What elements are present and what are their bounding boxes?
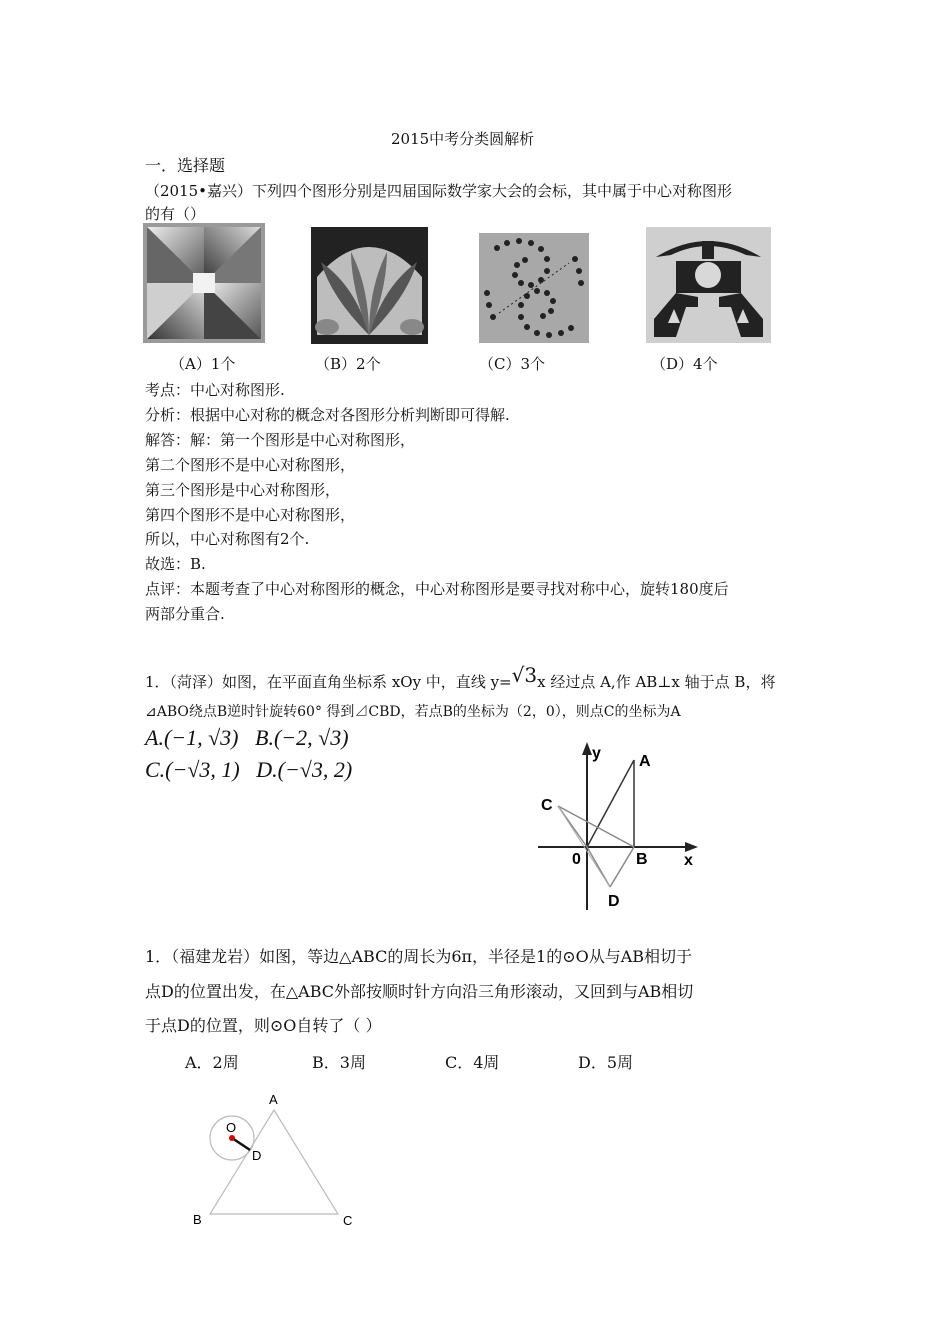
figure-a-pinwheel [143, 223, 265, 343]
q1-analysis-line: 考点：中心对称图形. [145, 381, 285, 399]
q1-analysis-line: 两部分重合. [145, 605, 225, 623]
q1-analysis-line: 故选：B. [145, 555, 206, 573]
q2-label-x: x [684, 852, 693, 869]
q3-choice-c: C．4周 [445, 1053, 500, 1072]
q2-line2: ⊿ABO绕点B逆时针旋转60° 得到⊿CBD，若点B的坐标为（2，0），则点C的坐标为A [145, 704, 681, 720]
figure-c-dot-spirals [479, 233, 589, 343]
q2-coordinate-figure [530, 738, 705, 913]
q1-analysis-line: 第二个图形不是中心对称图形， [145, 456, 356, 474]
q2-line1-a: 1．（菏泽）如图，在平面直角坐标系 xOy 中，直线 y= [145, 673, 512, 691]
q2-label-y: y [592, 745, 601, 762]
q3-label-d: D [252, 1148, 262, 1163]
q2-line1 [145, 663, 776, 692]
q1-analysis-line: 分析：根据中心对称的概念对各图形分析判断即可得解. [145, 406, 510, 424]
q3-choice-a: A．2周 [185, 1053, 239, 1072]
q1-option-b: （B）2个 [315, 355, 381, 373]
q1-option-d: （D）4个 [651, 355, 718, 373]
q2-label-c: C [541, 797, 553, 814]
q3-label-a: A [269, 1092, 278, 1107]
q2-label-d: D [608, 893, 620, 910]
figure-b-fan [311, 227, 428, 344]
q1-option-a: （A）1个 [170, 355, 236, 373]
q2-choices-row2: C.(−√3, 1) D.(−√3, 2) [145, 757, 353, 782]
page-title: 2015中考分类圆解析 [391, 130, 535, 148]
q2-sqrt3: √3 [511, 663, 538, 687]
q2-label-b: B [636, 851, 648, 868]
q1-option-c: （C）3个 [479, 355, 546, 373]
q1-analysis-line: 第三个图形是中心对称图形， [145, 481, 341, 499]
q1-analysis-line: 点评：本题考查了中心对称图形的概念，中心对称图形是要寻找对称中心，旋转180度后 [145, 580, 729, 598]
q3-line2: 点D的位置出发，在△ABC外部按顺时针方向沿三角形滚动，又回到与AB相切 [145, 982, 694, 1001]
q3-label-o: O [226, 1120, 237, 1135]
figure-d-robot [646, 227, 771, 343]
q2-label-o: 0 [572, 851, 581, 868]
q3-choice-b: B．3周 [312, 1053, 366, 1072]
section-heading: 一．选择题 [145, 156, 226, 175]
q1-stem-line1: （2015•嘉兴）下列四个图形分别是四届国际数学家大会的会标，其中属于中心对称图形 [145, 182, 733, 200]
q1-analysis-line: 所以，中心对称图有2个. [145, 530, 310, 548]
q2-label-a: A [639, 753, 651, 770]
q3-line1: 1．（福建龙岩）如图，等边△ABC的周长为6π，半径是1的⊙O从与AB相切于 [145, 947, 693, 966]
q2-line1-c: x 经过点 A,作 AB⊥x 轴于点 B，将 [537, 673, 776, 691]
q3-line3: 于点D的位置，则⊙O自转了（ ） [145, 1016, 382, 1035]
q1-analysis-line: 第四个图形不是中心对称图形， [145, 506, 356, 524]
q1-stem-line2: 的有（） [145, 205, 206, 223]
q3-label-c: C [343, 1213, 353, 1228]
q3-choice-d: D．5周 [578, 1053, 634, 1072]
q3-triangle-figure [190, 1088, 370, 1233]
q3-label-b: B [193, 1212, 202, 1227]
q2-choices-row1: A.(−1, √3) B.(−2, √3) [145, 725, 349, 750]
q1-analysis-line: 解答：解：第一个图形是中心对称图形， [145, 431, 416, 449]
